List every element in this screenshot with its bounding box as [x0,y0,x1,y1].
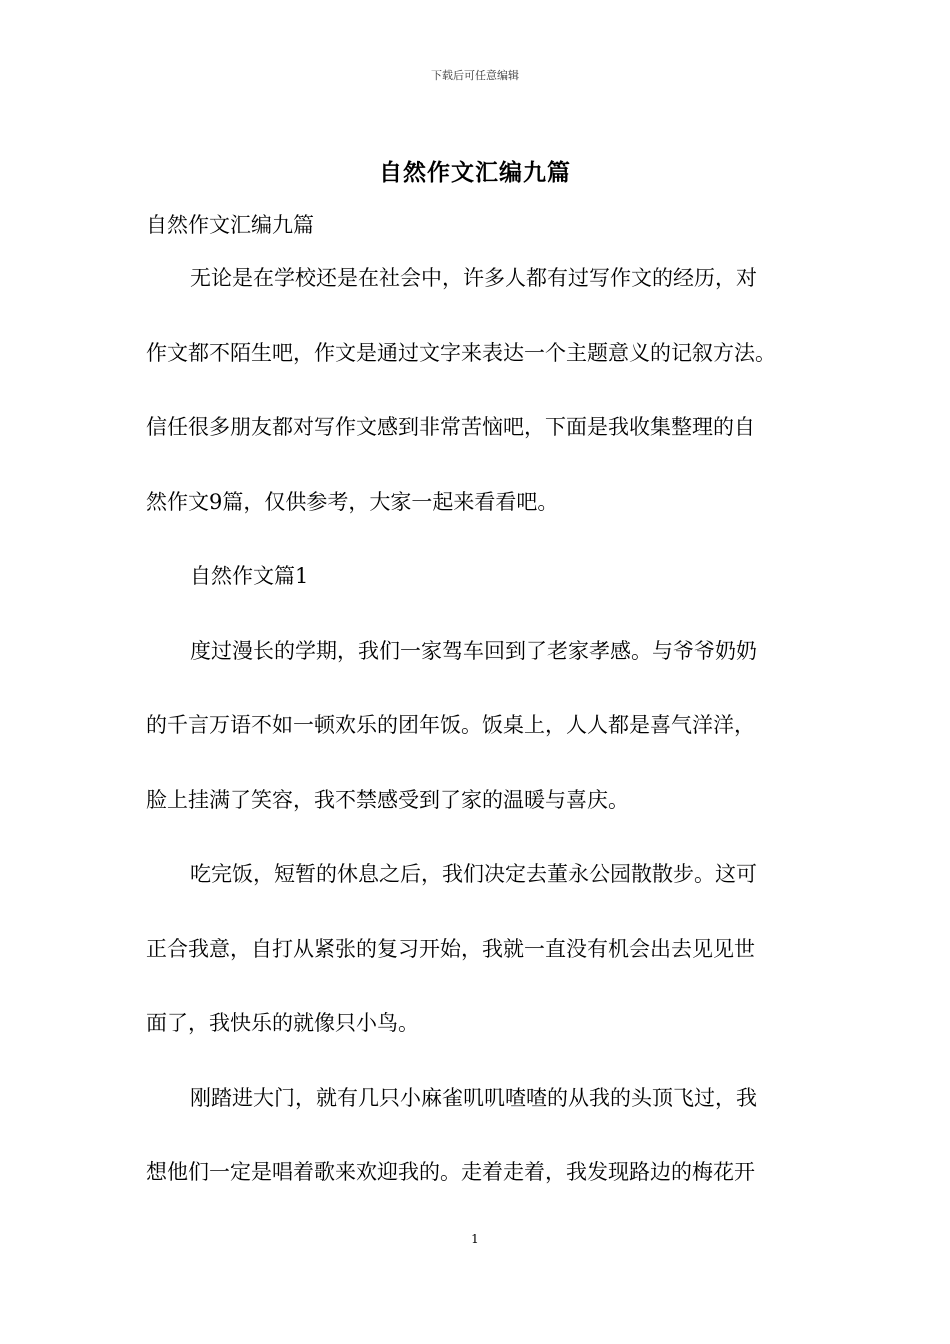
paragraph-line: 度过漫长的学期，我们一家驾车回到了老家孝感。与爷爷奶奶 [190,638,757,663]
paragraph-line: 信任很多朋友都对写作文感到非常苦恼吧，下面是我收集整理的自 [146,415,755,439]
paragraph-line: 想他们一定是唱着歌来欢迎我的。走着走着，我发现路边的梅花开 [146,1160,755,1184]
paragraph-line: 吃完饭，短暂的休息之后，我们决定去董永公园散散步。这可 [190,862,757,886]
section-heading: 自然作文篇1 [190,564,309,588]
paragraph-line: 然作文9篇，仅供参考，大家一起来看看吧。 [146,489,559,514]
paragraph-line: 正合我意，自打从紧张的复习开始，我就一直没有机会出去见见世 [146,936,755,961]
document-body [146,203,816,1225]
header-note: 下载后可任意编辑 [431,69,519,82]
document-title: 自然作文汇编九篇 [379,159,571,186]
paragraph-line: 无论是在学校还是在社会中，许多人都有过写作文的经历，对 [190,266,757,290]
paragraph-line: 作文都不陌生吧，作文是通过文字来表达一个主题意义的记叙方法。 [146,340,776,365]
page-number: 1 [471,1232,479,1246]
paragraph-line: 刚踏进大门，就有几只小麻雀叽叽喳喳的从我的头顶飞过，我 [190,1085,757,1110]
paragraph-line: 的千言万语不如一顿欢乐的团年饭。饭桌上，人人都是喜气洋洋， [146,713,755,737]
paragraph-line: 面了，我快乐的就像只小鸟。 [146,1011,419,1035]
subtitle-line: 自然作文汇编九篇 [146,213,314,237]
paragraph-line: 脸上挂满了笑容，我不禁感受到了家的温暖与喜庆。 [146,787,629,812]
